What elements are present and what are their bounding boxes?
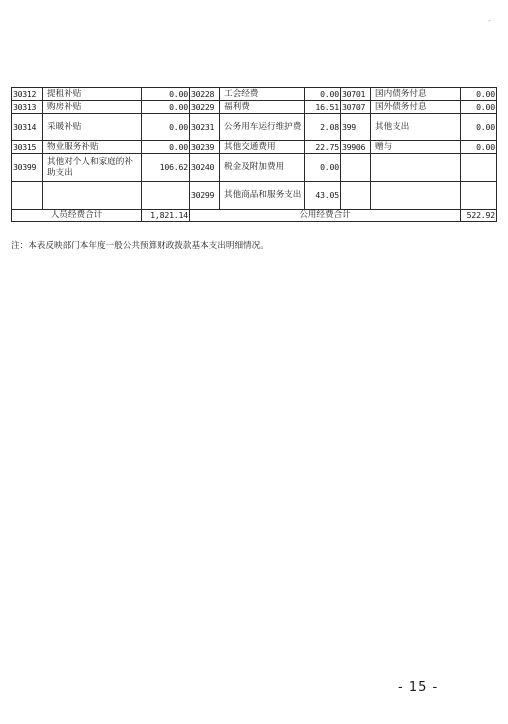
- basic-expenditure-table: [11, 87, 497, 222]
- amount-cell: 0.00: [461, 101, 497, 114]
- code-cell: 30314: [12, 114, 43, 141]
- amount-cell: 0.00: [142, 88, 190, 101]
- code-cell: [341, 154, 371, 182]
- code-cell: 30229: [190, 101, 220, 114]
- code-cell: 30299: [190, 182, 220, 210]
- code-cell: 30399: [12, 154, 43, 182]
- item-name-cell: 赠与: [371, 141, 461, 154]
- amount-cell: 0.00: [305, 88, 341, 101]
- item-name-cell: 国内债务付息: [371, 88, 461, 101]
- item-name-cell: 税金及附加费用: [220, 154, 305, 182]
- item-name-cell: 工会经费: [220, 88, 305, 101]
- item-name-cell: 其他支出: [371, 114, 461, 141]
- item-name-cell: [43, 182, 142, 210]
- item-name-cell: 采暖补贴: [43, 114, 142, 141]
- table-row: [12, 141, 497, 154]
- code-cell: 30239: [190, 141, 220, 154]
- item-name-cell: 物业服务补贴: [43, 141, 142, 154]
- table-row: [12, 101, 497, 114]
- public-total-value: 522.92: [461, 210, 497, 222]
- code-cell: 39906: [341, 141, 371, 154]
- code-cell: [341, 182, 371, 210]
- public-total-label: 公用经费合计: [190, 210, 461, 222]
- item-name-cell: 福利费: [220, 101, 305, 114]
- amount-cell: 0.00: [461, 88, 497, 101]
- amount-cell: 0.00: [142, 114, 190, 141]
- personnel-total-value: 1,821.14: [142, 210, 190, 222]
- amount-cell: [461, 182, 497, 210]
- code-cell: 30315: [12, 141, 43, 154]
- amount-cell: 0.00: [305, 154, 341, 182]
- corner-mark: -: [488, 16, 491, 25]
- code-cell: 30313: [12, 101, 43, 114]
- table-row: [12, 154, 497, 182]
- item-name-cell: [371, 182, 461, 210]
- code-cell: [12, 182, 43, 210]
- item-name-cell: 其他对个人和家庭的补助支出: [43, 154, 142, 182]
- code-cell: 30228: [190, 88, 220, 101]
- table-footnote: 注：本表反映部门本年度一般公共预算财政拨款基本支出明细情况。: [11, 241, 269, 251]
- amount-cell: [461, 154, 497, 182]
- code-cell: 30231: [190, 114, 220, 141]
- amount-cell: 0.00: [142, 101, 190, 114]
- amount-cell: 0.00: [461, 141, 497, 154]
- totals-row: [12, 210, 497, 222]
- table-row: [12, 88, 497, 101]
- personnel-total-label: 人员经费合计: [12, 210, 142, 222]
- amount-cell: [142, 182, 190, 210]
- table-row: [12, 182, 497, 210]
- amount-cell: 22.75: [305, 141, 341, 154]
- item-name-cell: 提租补贴: [43, 88, 142, 101]
- item-name-cell: 其他商品和服务支出: [220, 182, 305, 210]
- amount-cell: 106.62: [142, 154, 190, 182]
- amount-cell: 16.51: [305, 101, 341, 114]
- page-number: - 15 -: [398, 680, 439, 695]
- code-cell: 30707: [341, 101, 371, 114]
- code-cell: 30312: [12, 88, 43, 101]
- item-name-cell: 国外债务付息: [371, 101, 461, 114]
- code-cell: 399: [341, 114, 371, 141]
- table-row: [12, 114, 497, 141]
- item-name-cell: 购房补贴: [43, 101, 142, 114]
- item-name-cell: 其他交通费用: [220, 141, 305, 154]
- amount-cell: 2.08: [305, 114, 341, 141]
- amount-cell: 43.05: [305, 182, 341, 210]
- code-cell: 30701: [341, 88, 371, 101]
- amount-cell: 0.00: [461, 114, 497, 141]
- item-name-cell: 公务用车运行维护费: [220, 114, 305, 141]
- item-name-cell: [371, 154, 461, 182]
- amount-cell: 0.00: [142, 141, 190, 154]
- code-cell: 30240: [190, 154, 220, 182]
